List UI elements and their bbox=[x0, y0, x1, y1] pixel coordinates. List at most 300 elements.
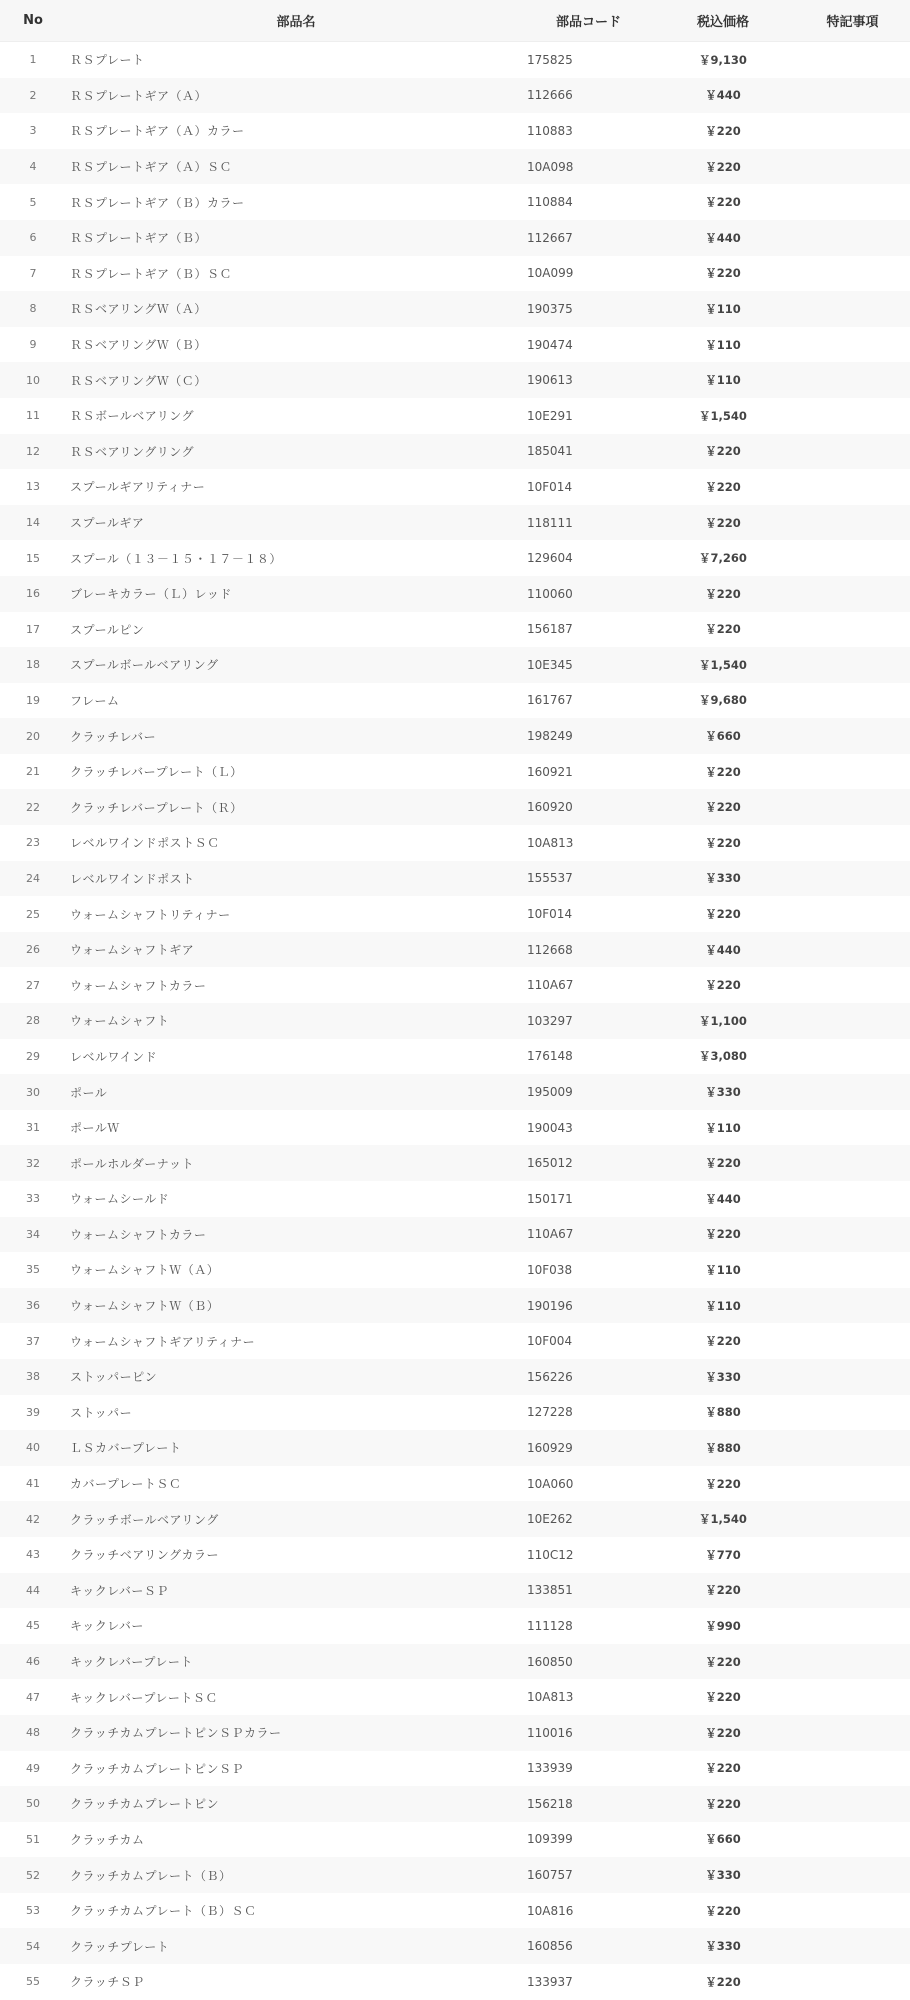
table-row bbox=[0, 754, 910, 790]
part-code: 111128 bbox=[527, 1618, 573, 1633]
part-price: ￥220 bbox=[705, 835, 741, 850]
part-price: ￥330 bbox=[651, 861, 795, 897]
part-code: 110060 bbox=[526, 576, 651, 612]
part-price: ￥220 bbox=[705, 123, 741, 138]
part-price: ￥220 bbox=[651, 1145, 795, 1181]
table-row bbox=[0, 184, 910, 220]
row-number: 8 bbox=[0, 291, 66, 327]
part-price: ￥110 bbox=[651, 362, 795, 398]
table-row bbox=[0, 256, 910, 292]
part-name: ＬＳカバープレート bbox=[66, 1430, 526, 1466]
part-name: ウォームシャフトギアリティナー bbox=[70, 1334, 256, 1349]
row-number: 2 bbox=[0, 78, 66, 114]
table-row bbox=[0, 967, 910, 1003]
row-number: 30 bbox=[0, 1074, 66, 1110]
row-number: 49 bbox=[26, 1761, 40, 1775]
part-name: ウォームシャフトＷ（Ａ） bbox=[70, 1263, 220, 1278]
part-name: ウォームシャフトリティナー bbox=[70, 907, 231, 922]
row-number: 54 bbox=[0, 1928, 66, 1964]
table-header bbox=[0, 0, 910, 42]
header-name: 部品名 bbox=[66, 0, 526, 42]
part-name: クラッチカムプレート（Ｂ） bbox=[66, 1857, 526, 1893]
part-code: 156218 bbox=[526, 1786, 651, 1822]
part-price: ￥110 bbox=[651, 1288, 795, 1324]
part-code: 150171 bbox=[527, 1191, 573, 1206]
part-notes bbox=[795, 291, 910, 327]
row-number: 55 bbox=[26, 1975, 40, 1989]
part-code: 160921 bbox=[527, 764, 573, 779]
table-row bbox=[0, 1822, 910, 1858]
part-name: キックレバー bbox=[70, 1619, 144, 1634]
part-price: ￥440 bbox=[651, 220, 795, 256]
part-code: 198249 bbox=[526, 718, 651, 754]
part-name: ＲＳベアリングＷ（Ｂ） bbox=[70, 338, 207, 353]
part-name: クラッチボールベアリング bbox=[66, 1501, 526, 1537]
table-row bbox=[0, 825, 910, 861]
part-price: ￥440 bbox=[705, 1191, 741, 1206]
table-row bbox=[0, 576, 910, 612]
table-row bbox=[0, 540, 910, 576]
part-price: ￥440 bbox=[651, 78, 795, 114]
part-price: ￥220 bbox=[651, 576, 795, 612]
part-code: 10A813 bbox=[527, 835, 574, 850]
row-number: 25 bbox=[26, 907, 40, 921]
part-code: 112666 bbox=[526, 78, 651, 114]
table-row bbox=[0, 1252, 910, 1288]
part-notes bbox=[795, 1857, 910, 1893]
table-row bbox=[0, 647, 910, 683]
part-notes bbox=[795, 718, 910, 754]
table-row bbox=[0, 1039, 910, 1075]
part-notes bbox=[795, 1395, 910, 1431]
part-notes bbox=[795, 932, 910, 968]
part-code: 160920 bbox=[526, 789, 651, 825]
row-number: 46 bbox=[0, 1644, 66, 1680]
part-name: クラッチＳＰ bbox=[70, 1975, 145, 1990]
part-notes bbox=[795, 1928, 910, 1964]
part-code: 133851 bbox=[526, 1573, 651, 1609]
table-row bbox=[0, 1537, 910, 1573]
header-code: 部品コード bbox=[526, 0, 651, 42]
part-code: 10A098 bbox=[526, 149, 651, 185]
part-price: ￥220 bbox=[705, 978, 741, 993]
part-notes bbox=[795, 362, 910, 398]
row-number: 31 bbox=[26, 1121, 40, 1135]
part-code: 110883 bbox=[527, 123, 573, 138]
part-name: レベルワインドポスト bbox=[66, 861, 526, 897]
part-code: 160757 bbox=[526, 1857, 651, 1893]
part-price: ￥330 bbox=[651, 1074, 795, 1110]
part-name: ポールＷ bbox=[70, 1121, 120, 1136]
part-name: ＲＳプレートギア（Ｂ） bbox=[66, 220, 526, 256]
table-row bbox=[0, 1395, 910, 1431]
row-number: 26 bbox=[0, 932, 66, 968]
table-body bbox=[0, 42, 910, 2000]
row-number: 7 bbox=[29, 266, 37, 280]
table-row bbox=[0, 1786, 910, 1822]
part-price: ￥220 bbox=[705, 622, 741, 637]
table-row bbox=[0, 220, 910, 256]
row-number: 10 bbox=[0, 362, 66, 398]
part-code: 10E262 bbox=[526, 1501, 651, 1537]
part-notes bbox=[795, 78, 910, 114]
part-notes bbox=[795, 1181, 910, 1217]
part-code: 112668 bbox=[526, 932, 651, 968]
table-row bbox=[0, 1679, 910, 1715]
part-price: ￥1,540 bbox=[699, 408, 747, 423]
part-code: 110A67 bbox=[527, 978, 574, 993]
part-code: 190375 bbox=[526, 291, 651, 327]
part-price: ￥220 bbox=[705, 1761, 741, 1776]
table-row bbox=[0, 1110, 910, 1146]
table-row bbox=[0, 1430, 910, 1466]
part-price: ￥880 bbox=[705, 1405, 741, 1420]
table-row bbox=[0, 1288, 910, 1324]
row-number: 33 bbox=[26, 1192, 40, 1206]
row-number: 41 bbox=[26, 1477, 40, 1491]
part-name: ストッパーピン bbox=[66, 1359, 526, 1395]
part-name: クラッチカムプレートピンＳＰ bbox=[70, 1761, 245, 1776]
part-price: ￥9,130 bbox=[699, 52, 747, 67]
row-number: 22 bbox=[0, 789, 66, 825]
table-row bbox=[0, 896, 910, 932]
part-price: ￥1,100 bbox=[651, 1003, 795, 1039]
part-name: キックレバープレートＳＣ bbox=[70, 1690, 218, 1705]
part-name: ポール bbox=[66, 1074, 526, 1110]
part-price: ￥880 bbox=[651, 1430, 795, 1466]
row-number: 4 bbox=[0, 149, 66, 185]
part-notes bbox=[795, 1501, 910, 1537]
part-name: クラッチカムプレートピン bbox=[66, 1786, 526, 1822]
table-row bbox=[0, 1181, 910, 1217]
part-notes bbox=[795, 113, 910, 149]
part-notes bbox=[795, 1145, 910, 1181]
part-code: 133939 bbox=[527, 1761, 573, 1776]
part-price: ￥7,260 bbox=[699, 551, 747, 566]
table-row bbox=[0, 1003, 910, 1039]
row-number: 18 bbox=[0, 647, 66, 683]
table-row bbox=[0, 718, 910, 754]
table-row bbox=[0, 149, 910, 185]
part-price: ￥990 bbox=[705, 1618, 741, 1633]
table-row bbox=[0, 398, 910, 434]
part-name: ウォームシャフトカラー bbox=[66, 1217, 526, 1253]
part-code: 155537 bbox=[526, 861, 651, 897]
table-row bbox=[0, 861, 910, 897]
part-code: 10E291 bbox=[527, 408, 573, 423]
part-notes bbox=[795, 434, 910, 470]
row-number: 40 bbox=[0, 1430, 66, 1466]
part-price: ￥110 bbox=[705, 1262, 741, 1277]
header-price: 税込価格 bbox=[651, 0, 795, 42]
part-name: ウォームシャフトＷ（Ｂ） bbox=[66, 1288, 526, 1324]
row-number: 5 bbox=[29, 195, 37, 209]
table-row bbox=[0, 932, 910, 968]
header-no: No bbox=[0, 0, 66, 42]
part-code: 165012 bbox=[526, 1145, 651, 1181]
part-code: 10A816 bbox=[527, 1903, 574, 1918]
part-code: 176148 bbox=[527, 1049, 573, 1064]
part-code: 10A813 bbox=[527, 1690, 574, 1705]
table-row bbox=[0, 434, 910, 470]
part-price: ￥330 bbox=[651, 1359, 795, 1395]
part-price: ￥220 bbox=[705, 1903, 741, 1918]
part-code: 160850 bbox=[526, 1644, 651, 1680]
row-number: 3 bbox=[29, 124, 37, 138]
part-notes bbox=[795, 1466, 910, 1502]
part-code: 190043 bbox=[527, 1120, 573, 1135]
part-name: クラッチカムプレートピンＳＰカラー bbox=[66, 1715, 526, 1751]
table-row bbox=[0, 1751, 910, 1787]
part-notes bbox=[795, 540, 910, 576]
part-notes bbox=[795, 1039, 910, 1075]
part-notes bbox=[795, 1644, 910, 1680]
part-notes bbox=[795, 754, 910, 790]
part-name: クラッチカム bbox=[70, 1832, 145, 1847]
part-notes bbox=[795, 398, 910, 434]
part-notes bbox=[795, 967, 910, 1003]
part-price: ￥220 bbox=[651, 1573, 795, 1609]
part-notes bbox=[795, 1573, 910, 1609]
part-notes bbox=[795, 647, 910, 683]
part-name: ＲＳベアリングリング bbox=[66, 434, 526, 470]
part-name: カバープレートＳＣ bbox=[70, 1477, 182, 1492]
part-name: ＲＳベアリングＷ（Ａ） bbox=[66, 291, 526, 327]
part-notes bbox=[795, 896, 910, 932]
part-price: ￥9,680 bbox=[699, 693, 747, 708]
row-number: 16 bbox=[0, 576, 66, 612]
part-price: ￥220 bbox=[705, 1476, 741, 1491]
part-price: ￥220 bbox=[651, 1644, 795, 1680]
part-notes bbox=[795, 1822, 910, 1858]
table-row bbox=[0, 612, 910, 648]
row-number: 9 bbox=[29, 338, 37, 352]
row-number: 28 bbox=[0, 1003, 66, 1039]
part-notes bbox=[795, 1110, 910, 1146]
part-notes bbox=[795, 327, 910, 363]
part-price: ￥220 bbox=[651, 1217, 795, 1253]
row-number: 39 bbox=[26, 1405, 40, 1419]
part-price: ￥1,540 bbox=[651, 1501, 795, 1537]
part-price: ￥220 bbox=[651, 149, 795, 185]
row-number: 6 bbox=[0, 220, 66, 256]
part-price: ￥660 bbox=[705, 1832, 741, 1847]
row-number: 19 bbox=[26, 693, 40, 707]
part-notes bbox=[795, 1217, 910, 1253]
row-number: 20 bbox=[0, 718, 66, 754]
table-row bbox=[0, 1608, 910, 1644]
row-number: 43 bbox=[26, 1548, 40, 1562]
part-price: ￥220 bbox=[651, 1786, 795, 1822]
row-number: 50 bbox=[0, 1786, 66, 1822]
part-code: 156226 bbox=[526, 1359, 651, 1395]
part-code: 118111 bbox=[526, 505, 651, 541]
part-notes bbox=[795, 1537, 910, 1573]
part-notes bbox=[795, 861, 910, 897]
table-row bbox=[0, 1323, 910, 1359]
table-row bbox=[0, 113, 910, 149]
row-number: 21 bbox=[26, 765, 40, 779]
row-number: 44 bbox=[0, 1573, 66, 1609]
part-name: ウォームシャフトギア bbox=[66, 932, 526, 968]
part-notes bbox=[795, 42, 910, 78]
part-name: クラッチプレート bbox=[66, 1928, 526, 1964]
table-row bbox=[0, 1359, 910, 1395]
table-row bbox=[0, 1145, 910, 1181]
part-name: ＲＳプレートギア（Ｂ）カラー bbox=[70, 195, 245, 210]
part-name: ウォームシールド bbox=[70, 1192, 170, 1207]
part-code: 195009 bbox=[526, 1074, 651, 1110]
part-notes bbox=[795, 825, 910, 861]
part-price: ￥440 bbox=[651, 932, 795, 968]
part-code: 190613 bbox=[526, 362, 651, 398]
part-price: ￥220 bbox=[705, 907, 741, 922]
part-notes bbox=[795, 256, 910, 292]
part-name: キックレバーＳＰ bbox=[66, 1573, 526, 1609]
row-number: 34 bbox=[0, 1217, 66, 1253]
part-notes bbox=[795, 149, 910, 185]
part-code: 110C12 bbox=[527, 1547, 574, 1562]
part-code: 110884 bbox=[527, 195, 573, 210]
row-number: 11 bbox=[26, 409, 40, 423]
row-number: 36 bbox=[0, 1288, 66, 1324]
part-code: 175825 bbox=[527, 52, 573, 67]
part-notes bbox=[795, 1964, 910, 2000]
table-row bbox=[0, 78, 910, 114]
row-number: 27 bbox=[26, 978, 40, 992]
row-number: 47 bbox=[26, 1690, 40, 1704]
part-code: 10F014 bbox=[527, 907, 573, 922]
row-number: 1 bbox=[29, 53, 37, 67]
row-number: 45 bbox=[26, 1619, 40, 1633]
part-notes bbox=[795, 1608, 910, 1644]
part-name: ウォームシャフトカラー bbox=[70, 978, 207, 993]
part-code: 10F014 bbox=[527, 479, 573, 494]
part-notes bbox=[795, 1252, 910, 1288]
part-price: ￥660 bbox=[651, 718, 795, 754]
part-price: ￥220 bbox=[705, 1334, 741, 1349]
row-number: 14 bbox=[0, 505, 66, 541]
part-code: 160929 bbox=[526, 1430, 651, 1466]
part-name: スプールピン bbox=[70, 622, 145, 637]
row-number: 51 bbox=[26, 1832, 40, 1846]
part-notes bbox=[795, 683, 910, 719]
part-notes bbox=[795, 505, 910, 541]
part-price: ￥330 bbox=[651, 1928, 795, 1964]
row-number: 32 bbox=[0, 1145, 66, 1181]
part-code: 112667 bbox=[526, 220, 651, 256]
part-price: ￥1,540 bbox=[651, 647, 795, 683]
part-price: ￥110 bbox=[651, 291, 795, 327]
table-row bbox=[0, 1928, 910, 1964]
part-name: ＲＳプレートギア（Ａ）カラー bbox=[70, 124, 245, 139]
table-row bbox=[0, 1857, 910, 1893]
table-row bbox=[0, 469, 910, 505]
table-row bbox=[0, 362, 910, 398]
row-number: 13 bbox=[26, 480, 40, 494]
part-price: ￥220 bbox=[705, 1974, 741, 1989]
table-row bbox=[0, 1573, 910, 1609]
part-code: 109399 bbox=[527, 1832, 573, 1847]
part-name: ＲＳプレートギア（Ａ）ＳＣ bbox=[66, 149, 526, 185]
part-price: ￥3,080 bbox=[699, 1049, 747, 1064]
row-number: 35 bbox=[26, 1263, 40, 1277]
part-code: 127228 bbox=[527, 1405, 573, 1420]
part-name: ＲＳプレートギア（Ａ） bbox=[66, 78, 526, 114]
part-code: 185041 bbox=[526, 434, 651, 470]
table-row bbox=[0, 789, 910, 825]
part-code: 103297 bbox=[526, 1003, 651, 1039]
part-name: ＲＳベアリングＷ（Ｃ） bbox=[66, 362, 526, 398]
part-name: レベルワインド bbox=[70, 1049, 158, 1064]
part-price: ￥110 bbox=[705, 1120, 741, 1135]
table-row bbox=[0, 42, 910, 78]
part-name: ＲＳボールベアリング bbox=[70, 409, 195, 424]
part-notes bbox=[795, 1323, 910, 1359]
part-code: 110A67 bbox=[526, 1217, 651, 1253]
part-price: ￥220 bbox=[651, 505, 795, 541]
part-code: 133937 bbox=[527, 1974, 573, 1989]
table-row bbox=[0, 1893, 910, 1929]
part-name: レベルワインドポストＳＣ bbox=[70, 836, 220, 851]
part-name: ブレーキカラー（Ｌ）レッド bbox=[66, 576, 526, 612]
table-row bbox=[0, 1501, 910, 1537]
part-notes bbox=[795, 1003, 910, 1039]
part-name: スプールギア bbox=[66, 505, 526, 541]
row-number: 24 bbox=[0, 861, 66, 897]
part-name: スプール（１３－１５・１７－１８） bbox=[70, 551, 282, 566]
table-row bbox=[0, 1074, 910, 1110]
part-name: キックレバープレート bbox=[66, 1644, 526, 1680]
row-number: 12 bbox=[0, 434, 66, 470]
table-row bbox=[0, 291, 910, 327]
row-number: 17 bbox=[26, 622, 40, 636]
table-row bbox=[0, 1644, 910, 1680]
part-notes bbox=[795, 220, 910, 256]
part-price: ￥220 bbox=[705, 195, 741, 210]
part-price: ￥220 bbox=[705, 479, 741, 494]
part-code: 161767 bbox=[527, 693, 573, 708]
row-number: 42 bbox=[0, 1501, 66, 1537]
part-name: ウォームシャフト bbox=[66, 1003, 526, 1039]
part-notes bbox=[795, 576, 910, 612]
part-code: 190196 bbox=[526, 1288, 651, 1324]
part-code: 10F004 bbox=[527, 1334, 573, 1349]
part-code: 10A060 bbox=[527, 1476, 574, 1491]
part-name: ストッパー bbox=[70, 1405, 133, 1420]
part-notes bbox=[795, 1715, 910, 1751]
part-name: ＲＳプレート bbox=[70, 53, 145, 68]
part-price: ￥220 bbox=[651, 1715, 795, 1751]
part-notes bbox=[795, 1751, 910, 1787]
part-price: ￥220 bbox=[651, 789, 795, 825]
part-code: 110016 bbox=[526, 1715, 651, 1751]
part-code: 10A099 bbox=[527, 266, 574, 281]
row-number: 37 bbox=[26, 1334, 40, 1348]
part-price: ￥220 bbox=[705, 764, 741, 779]
part-code: 10F038 bbox=[527, 1262, 573, 1277]
part-notes bbox=[795, 469, 910, 505]
table-row bbox=[0, 1466, 910, 1502]
part-notes bbox=[795, 1786, 910, 1822]
header-row bbox=[0, 0, 910, 42]
part-notes bbox=[795, 1893, 910, 1929]
part-name: フレーム bbox=[70, 693, 120, 708]
table-row bbox=[0, 1715, 910, 1751]
header-notes: 特記事項 bbox=[795, 0, 910, 42]
row-number: 29 bbox=[26, 1049, 40, 1063]
part-code: 10E345 bbox=[526, 647, 651, 683]
